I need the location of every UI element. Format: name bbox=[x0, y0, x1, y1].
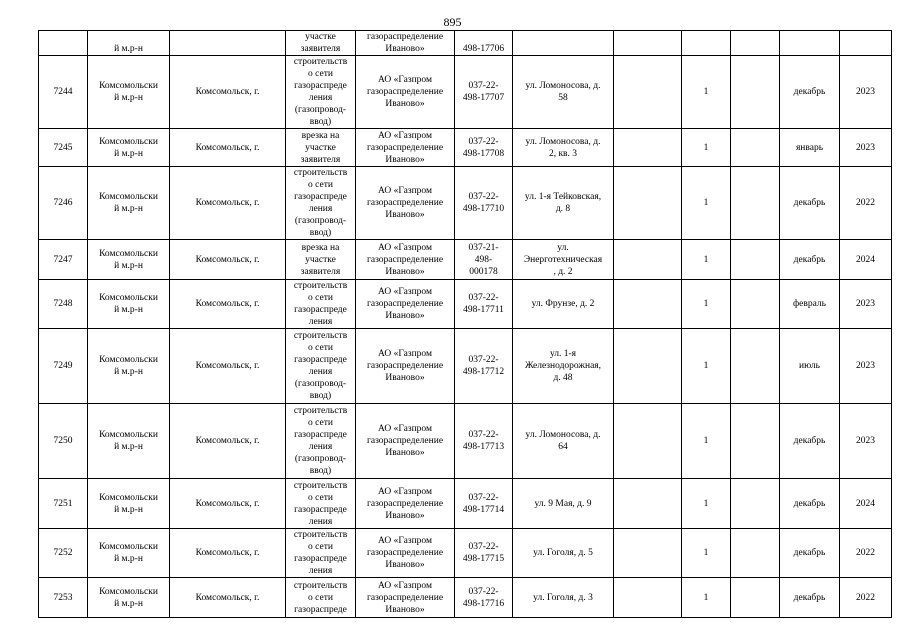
cell-number: 7247 bbox=[39, 240, 88, 280]
cell-work-type: строительств о сети газораспреде ления bbox=[286, 479, 356, 529]
cell-col8 bbox=[614, 479, 682, 529]
cell-district: Комсомольски й м.р-н bbox=[88, 167, 170, 240]
table-row bbox=[39, 479, 892, 529]
cell-district: Комсомольски й м.р-н bbox=[88, 404, 170, 479]
table-row bbox=[39, 280, 892, 329]
cell-month: февраль bbox=[780, 280, 840, 329]
cell-code: 037-22- 498-17713 bbox=[455, 404, 513, 479]
cell-month: декабрь bbox=[780, 56, 840, 129]
cell-col8 bbox=[614, 280, 682, 329]
cell-col10 bbox=[731, 167, 780, 240]
cell-locality bbox=[170, 31, 286, 56]
cell-number bbox=[39, 31, 88, 56]
cell-col10 bbox=[731, 129, 780, 167]
cell-number: 7252 bbox=[39, 529, 88, 578]
cell-col9: 1 bbox=[682, 56, 731, 129]
cell-number: 7248 bbox=[39, 280, 88, 329]
cell-col10 bbox=[731, 31, 780, 56]
cell-organization: АО «Газпром газораспределение Иваново» bbox=[356, 329, 455, 404]
cell-col9: 1 bbox=[682, 167, 731, 240]
cell-code: 498-17706 bbox=[455, 31, 513, 56]
cell-locality: Комсомольск, г. bbox=[170, 578, 286, 618]
cell-organization: АО «Газпром газораспределение Иваново» bbox=[356, 280, 455, 329]
cell-col9: 1 bbox=[682, 240, 731, 280]
cell-address: ул. Ломоносова, д. 64 bbox=[513, 404, 614, 479]
cell-work-type: строительств о сети газораспреде ления (газопровод- ввод) bbox=[286, 56, 356, 129]
cell-col9: 1 bbox=[682, 329, 731, 404]
cell-col10 bbox=[731, 529, 780, 578]
cell-year: 2023 bbox=[840, 129, 892, 167]
cell-number: 7251 bbox=[39, 479, 88, 529]
cell-work-type: врезка на участке заявителя bbox=[286, 129, 356, 167]
cell-col9: 1 bbox=[682, 280, 731, 329]
cell-district: й м.р-н bbox=[88, 31, 170, 56]
cell-number: 7249 bbox=[39, 329, 88, 404]
cell-code: 037-22- 498-17716 bbox=[455, 578, 513, 618]
table-row bbox=[39, 240, 892, 280]
page-number: 895 bbox=[443, 15, 462, 29]
cell-col8 bbox=[614, 240, 682, 280]
table-row bbox=[39, 129, 892, 167]
cell-code: 037-21- 498- 000178 bbox=[455, 240, 513, 280]
cell-locality: Комсомольск, г. bbox=[170, 129, 286, 167]
cell-col9: 1 bbox=[682, 578, 731, 618]
cell-year: 2023 bbox=[840, 329, 892, 404]
cell-col8 bbox=[614, 404, 682, 479]
cell-address: ул. 1-я Тейковская, д. 8 bbox=[513, 167, 614, 240]
cell-col9: 1 bbox=[682, 129, 731, 167]
cell-month: июль bbox=[780, 329, 840, 404]
cell-month: декабрь bbox=[780, 479, 840, 529]
cell-month: декабрь bbox=[780, 167, 840, 240]
cell-organization: АО «Газпром газораспределение Иваново» bbox=[356, 479, 455, 529]
cell-district: Комсомольски й м.р-н bbox=[88, 329, 170, 404]
cell-col9 bbox=[682, 31, 731, 56]
cell-organization: АО «Газпром газораспределение Иваново» bbox=[356, 529, 455, 578]
cell-organization: АО «Газпром газораспределение Иваново» bbox=[356, 578, 455, 618]
cell-year bbox=[840, 31, 892, 56]
cell-work-type: участке заявителя bbox=[286, 31, 356, 56]
cell-year: 2024 bbox=[840, 479, 892, 529]
cell-locality: Комсомольск, г. bbox=[170, 280, 286, 329]
cell-number: 7244 bbox=[39, 56, 88, 129]
cell-col8 bbox=[614, 129, 682, 167]
cell-address: ул. Гоголя, д. 3 bbox=[513, 578, 614, 618]
cell-col8 bbox=[614, 31, 682, 56]
cell-work-type: строительств о сети газораспреде bbox=[286, 578, 356, 618]
cell-locality: Комсомольск, г. bbox=[170, 167, 286, 240]
cell-organization: АО «Газпром газораспределение Иваново» bbox=[356, 240, 455, 280]
cell-code: 037-22- 498-17707 bbox=[455, 56, 513, 129]
cell-col10 bbox=[731, 56, 780, 129]
cell-code: 037-22- 498-17714 bbox=[455, 479, 513, 529]
cell-organization: АО «Газпром газораспределение Иваново» bbox=[356, 404, 455, 479]
cell-number: 7253 bbox=[39, 578, 88, 618]
cell-month bbox=[780, 31, 840, 56]
cell-month: декабрь bbox=[780, 529, 840, 578]
cell-col8 bbox=[614, 578, 682, 618]
cell-address: ул. 9 Мая, д. 9 bbox=[513, 479, 614, 529]
cell-year: 2022 bbox=[840, 529, 892, 578]
cell-year: 2023 bbox=[840, 280, 892, 329]
cell-locality: Комсомольск, г. bbox=[170, 529, 286, 578]
cell-work-type: строительств о сети газораспреде ления (газопровод- ввод) bbox=[286, 167, 356, 240]
cell-organization: АО «Газпром газораспределение Иваново» bbox=[356, 167, 455, 240]
table-row-continued bbox=[39, 31, 892, 56]
cell-address bbox=[513, 31, 614, 56]
cell-work-type: врезка на участке заявителя bbox=[286, 240, 356, 280]
cell-year: 2023 bbox=[840, 404, 892, 479]
cell-col10 bbox=[731, 404, 780, 479]
cell-organization: АО «Газпром газораспределение Иваново» bbox=[356, 129, 455, 167]
cell-col10 bbox=[731, 240, 780, 280]
cell-month: январь bbox=[780, 129, 840, 167]
table-row bbox=[39, 167, 892, 240]
cell-district: Комсомольски й м.р-н bbox=[88, 240, 170, 280]
cell-number: 7250 bbox=[39, 404, 88, 479]
cell-work-type: строительств о сети газораспреде ления (газопровод- ввод) bbox=[286, 329, 356, 404]
cell-work-type: строительств о сети газораспреде ления bbox=[286, 529, 356, 578]
table-row bbox=[39, 529, 892, 578]
cell-address: ул. Фрунзе, д. 2 bbox=[513, 280, 614, 329]
cell-district: Комсомольски й м.р-н bbox=[88, 479, 170, 529]
cell-organization: АО «Газпром газораспределение Иваново» bbox=[356, 56, 455, 129]
cell-code: 037-22- 498-17710 bbox=[455, 167, 513, 240]
cell-col8 bbox=[614, 167, 682, 240]
cell-col10 bbox=[731, 578, 780, 618]
cell-address: ул. Ломоносова, д. 58 bbox=[513, 56, 614, 129]
table-row bbox=[39, 329, 892, 404]
cell-col8 bbox=[614, 329, 682, 404]
cell-year: 2024 bbox=[840, 240, 892, 280]
cell-col9: 1 bbox=[682, 479, 731, 529]
cell-number: 7245 bbox=[39, 129, 88, 167]
cell-month: декабрь bbox=[780, 404, 840, 479]
cell-month: декабрь bbox=[780, 240, 840, 280]
cell-col9: 1 bbox=[682, 404, 731, 479]
cell-district: Комсомольски й м.р-н bbox=[88, 56, 170, 129]
cell-district: Комсомольски й м.р-н bbox=[88, 280, 170, 329]
table-row bbox=[39, 404, 892, 479]
cell-locality: Комсомольск, г. bbox=[170, 404, 286, 479]
cell-address: ул. Гоголя, д. 5 bbox=[513, 529, 614, 578]
cell-locality: Комсомольск, г. bbox=[170, 329, 286, 404]
cell-district: Комсомольски й м.р-н bbox=[88, 529, 170, 578]
cell-organization: газораспределение Иваново» bbox=[356, 31, 455, 56]
cell-work-type: строительств о сети газораспреде ления (газопровод- ввод) bbox=[286, 404, 356, 479]
cell-district: Комсомольски й м.р-н bbox=[88, 129, 170, 167]
cell-address: ул. 1-я Железнодорожная, д. 48 bbox=[513, 329, 614, 404]
table-row bbox=[39, 578, 892, 618]
cell-col10 bbox=[731, 280, 780, 329]
table-row bbox=[39, 56, 892, 129]
cell-col9: 1 bbox=[682, 529, 731, 578]
cell-col10 bbox=[731, 329, 780, 404]
cell-number: 7246 bbox=[39, 167, 88, 240]
gas-connection-registry-table bbox=[38, 30, 892, 618]
cell-col10 bbox=[731, 479, 780, 529]
cell-year: 2023 bbox=[840, 56, 892, 129]
cell-address: ул. Энерготехническая , д. 2 bbox=[513, 240, 614, 280]
cell-locality: Комсомольск, г. bbox=[170, 56, 286, 129]
cell-col8 bbox=[614, 56, 682, 129]
cell-district: Комсомольски й м.р-н bbox=[88, 578, 170, 618]
cell-code: 037-22- 498-17715 bbox=[455, 529, 513, 578]
cell-col8 bbox=[614, 529, 682, 578]
cell-address: ул. Ломоносова, д. 2, кв. 3 bbox=[513, 129, 614, 167]
cell-year: 2022 bbox=[840, 167, 892, 240]
cell-locality: Комсомольск, г. bbox=[170, 479, 286, 529]
cell-month: декабрь bbox=[780, 578, 840, 618]
cell-code: 037-22- 498-17708 bbox=[455, 129, 513, 167]
cell-code: 037-22- 498-17711 bbox=[455, 280, 513, 329]
cell-work-type: строительств о сети газораспреде ления bbox=[286, 280, 356, 329]
cell-locality: Комсомольск, г. bbox=[170, 240, 286, 280]
cell-code: 037-22- 498-17712 bbox=[455, 329, 513, 404]
cell-year: 2022 bbox=[840, 578, 892, 618]
